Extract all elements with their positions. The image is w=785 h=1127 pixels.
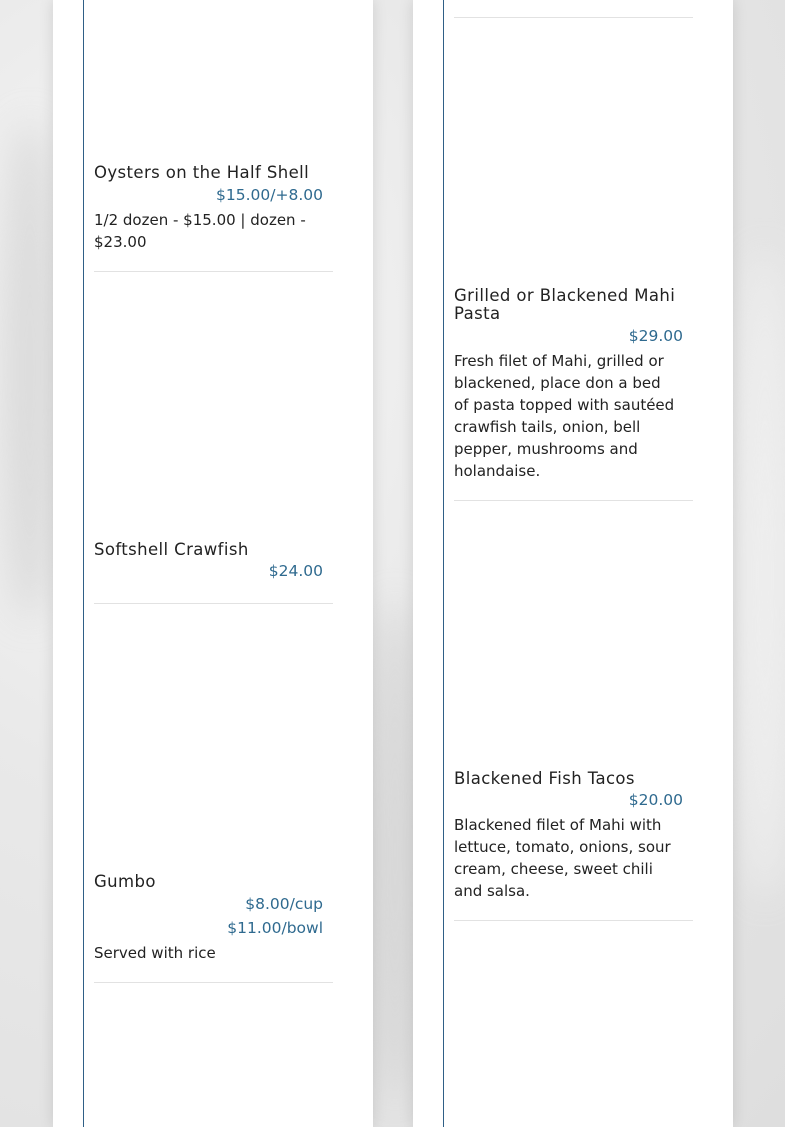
menu-item-softshell-crawfish[interactable] — [94, 541, 333, 583]
item-divider — [94, 603, 333, 604]
menu-item-price: $15.00/+8.00 — [216, 186, 323, 204]
menu-panel-right — [413, 0, 733, 1127]
menu-item-gumbo[interactable] — [94, 873, 333, 964]
menu-item-price: $29.00 — [628, 327, 683, 345]
menu-item-price-bowl: $11.00/bowl — [227, 919, 323, 937]
menu-item-name: Oysters on the Half Shell — [94, 163, 310, 182]
menu-item-name: Blackened Fish Tacos — [454, 769, 635, 788]
panel-right-border — [443, 0, 444, 1127]
menu-item-price: $24.00 — [268, 562, 323, 580]
item-divider — [94, 271, 333, 272]
menu-item-price: $20.00 — [628, 791, 683, 809]
menu-item-name: Grilled or Blackened Mahi Pasta — [454, 286, 676, 323]
item-divider — [94, 982, 333, 983]
panel-left-border — [83, 0, 84, 1127]
item-divider — [454, 920, 693, 921]
menu-item-fish-tacos[interactable] — [454, 770, 693, 902]
menu-item-description: Served with rice — [94, 944, 216, 962]
menu-panel-left — [53, 0, 373, 1127]
menu-item-description: Blackened filet of Mahi with lettuce, tomato, onions, sour cream, cheese, sweet chili and salsa. — [454, 816, 671, 900]
item-divider — [454, 500, 693, 501]
menu-item-name: Gumbo — [94, 872, 156, 891]
menu-item-oysters[interactable] — [94, 164, 333, 253]
menu-item-description: Fresh filet of Mahi, grilled or blackened, place don a bed of pasta topped with sautéed crawfish tails, onion, bell pepper, mushrooms and holandaise. — [454, 352, 675, 480]
menu-item-price-cup: $8.00/cup — [245, 895, 323, 913]
menu-item-name: Softshell Crawfish — [94, 540, 249, 559]
menu-item-description: 1/2 dozen - $15.00 | dozen - $23.00 — [94, 211, 306, 251]
item-divider — [454, 17, 693, 18]
menu-item-mahi-pasta[interactable] — [454, 287, 693, 482]
